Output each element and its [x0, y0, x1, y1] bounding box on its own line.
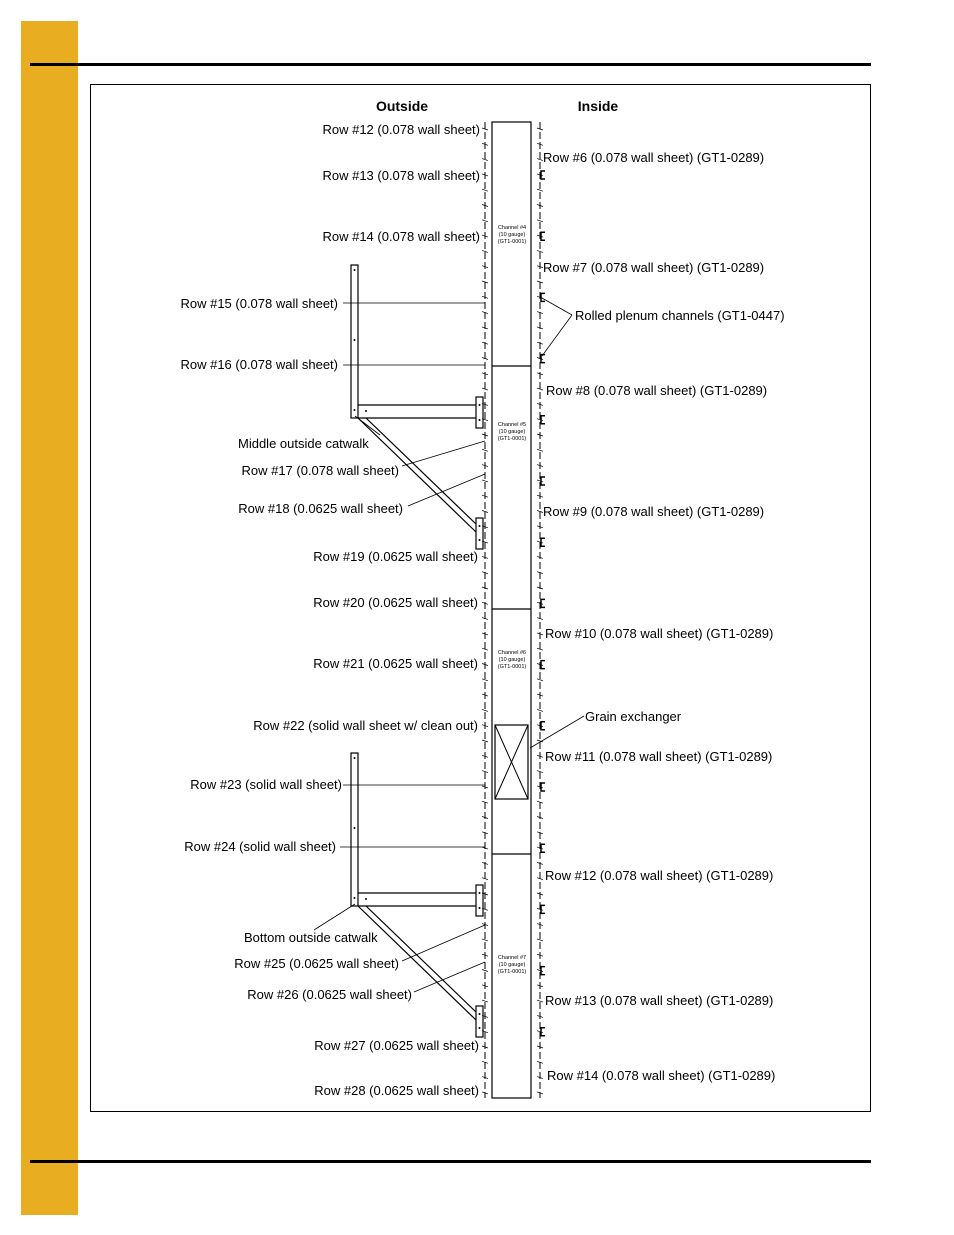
outside-row-label: Row #28 (0.0625 wall sheet)	[314, 1083, 479, 1098]
inside-row-label: Row #11 (0.078 wall sheet) (GT1-0289)	[545, 749, 773, 764]
outside-row-label: Row #22 (solid wall sheet w/ clean out)	[253, 718, 478, 733]
inside-row-label: Row #12 (0.078 wall sheet) (GT1-0289)	[545, 868, 774, 883]
svg-text:(GT1-0001): (GT1-0001)	[497, 969, 527, 975]
inside-channel-bracket	[541, 171, 545, 179]
outside-row-label: Row #23 (solid wall sheet)	[190, 777, 342, 792]
wall-tick	[482, 970, 488, 972]
svg-text:(GT1-0001): (GT1-0001)	[497, 664, 527, 670]
inside-row-label: Row #9 (0.078 wall sheet) (GT1-0289)	[543, 504, 765, 519]
bottom-catwalk-callout: Bottom outside catwalk	[244, 930, 378, 945]
inside-row-label: Row #6 (0.078 wall sheet) (GT1-0289)	[543, 150, 765, 165]
wall-tick	[482, 449, 488, 451]
wall-tick	[482, 480, 488, 482]
inside-header: Inside	[577, 98, 619, 114]
outside-row-label: Row #14 (0.078 wall sheet)	[322, 229, 480, 244]
inside-channel-bracket	[541, 661, 545, 669]
channel-label-5	[498, 422, 527, 442]
svg-text:(GT1-0001): (GT1-0001)	[497, 239, 527, 245]
inside-channel-bracket	[541, 293, 545, 301]
inside-channel-bracket	[541, 232, 545, 240]
inside-row-labels	[543, 150, 775, 1083]
wall-tick	[482, 679, 488, 681]
inside-channel-bracket	[541, 783, 545, 791]
grain-exchanger-callout: Grain exchanger	[585, 709, 682, 724]
inside-channel-bracket	[541, 905, 545, 913]
inside-row-label: Row #8 (0.078 wall sheet) (GT1-0289)	[546, 383, 768, 398]
outside-row-labels	[180, 122, 480, 1098]
wall-tick	[482, 189, 488, 191]
inside-channel-bracket	[541, 599, 545, 607]
inside-channel-bracket	[541, 355, 545, 363]
outside-row-label: Row #27 (0.0625 wall sheet)	[314, 1038, 479, 1053]
leader-lines	[314, 298, 584, 992]
inside-channel-bracket	[541, 1028, 545, 1036]
outside-row-label: Row #21 (0.0625 wall sheet)	[313, 656, 478, 671]
svg-text:Channel #5: Channel #5	[497, 422, 527, 428]
outside-row-label: Row #19 (0.0625 wall sheet)	[313, 549, 478, 564]
inside-channel-bracket	[541, 967, 545, 975]
wall-tick	[537, 220, 543, 222]
svg-text:(GT1-0001): (GT1-0001)	[497, 436, 527, 442]
rolled-plenum-callout: Rolled plenum channels (GT1-0447)	[575, 308, 785, 323]
wall-tick	[537, 419, 543, 421]
outside-row-label: Row #26 (0.0625 wall sheet)	[247, 987, 412, 1002]
outside-row-label: Row #20 (0.0625 wall sheet)	[313, 595, 478, 610]
wall-tick	[482, 1000, 488, 1002]
inside-channel-brackets	[541, 171, 545, 1036]
inside-channel-bracket	[541, 722, 545, 730]
wall-tick	[537, 679, 543, 681]
wall-tick	[537, 709, 543, 711]
svg-text:(10 gauge): (10 gauge)	[498, 232, 526, 238]
svg-text:Channel #6: Channel #6	[497, 650, 527, 656]
outside-row-label: Row #24 (solid wall sheet)	[184, 839, 336, 854]
channel-label-7	[498, 955, 527, 975]
outside-header: Outside	[375, 98, 429, 114]
wall-tick	[482, 220, 488, 222]
wall-tick	[537, 939, 543, 941]
wall-tick	[482, 709, 488, 711]
inside-row-label: Row #7 (0.078 wall sheet) (GT1-0289)	[543, 260, 765, 275]
inside-channel-bracket	[541, 538, 545, 546]
grain-exchanger-box	[495, 725, 528, 799]
outside-row-label: Row #12 (0.078 wall sheet)	[322, 122, 480, 137]
svg-text:(10 gauge): (10 gauge)	[498, 429, 526, 435]
svg-text:Channel #4: Channel #4	[497, 225, 527, 231]
channel-label-6	[498, 650, 527, 670]
outside-row-label: Row #17 (0.078 wall sheet)	[241, 463, 399, 478]
wall-tick	[537, 189, 543, 191]
wall-tick	[537, 970, 543, 972]
wall-tick	[482, 939, 488, 941]
inside-row-label: Row #14 (0.078 wall sheet) (GT1-0289)	[547, 1068, 776, 1083]
svg-text:(10 gauge): (10 gauge)	[498, 962, 526, 968]
wall-tick	[482, 740, 488, 742]
inside-channel-bracket	[541, 477, 545, 485]
outside-row-label: Row #25 (0.0625 wall sheet)	[234, 956, 399, 971]
middle-catwalk-callout: Middle outside catwalk	[238, 436, 369, 451]
inside-channel-bracket	[541, 416, 545, 424]
outside-row-label: Row #16 (0.078 wall sheet)	[180, 357, 338, 372]
outside-row-label: Row #13 (0.078 wall sheet)	[322, 168, 480, 183]
svg-text:(10 gauge): (10 gauge)	[498, 657, 526, 663]
inside-row-label: Row #13 (0.078 wall sheet) (GT1-0289)	[545, 993, 774, 1008]
wall-tick	[537, 480, 543, 482]
wall-ticks	[482, 128, 543, 1094]
wall-tick	[537, 1000, 543, 1002]
stiffener-channel-column	[492, 122, 531, 1098]
inside-channel-bracket	[541, 844, 545, 852]
outside-row-label: Row #15 (0.078 wall sheet)	[180, 296, 338, 311]
outside-row-label: Row #18 (0.0625 wall sheet)	[238, 501, 403, 516]
svg-text:Channel #7: Channel #7	[497, 955, 527, 961]
inside-row-label: Row #10 (0.078 wall sheet) (GT1-0289)	[545, 626, 774, 641]
channel-label-4	[498, 225, 527, 245]
wall-tick	[537, 449, 543, 451]
